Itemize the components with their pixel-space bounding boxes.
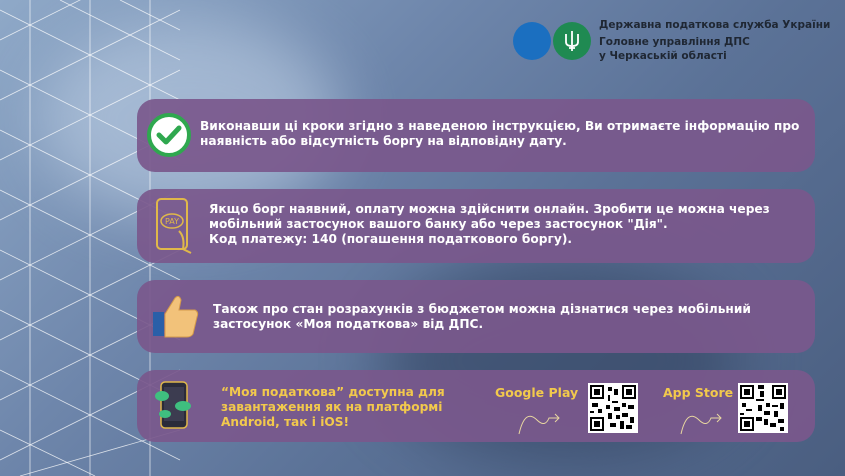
- info-card-instructions: [137, 99, 815, 172]
- organization-name: [599, 18, 830, 63]
- card-2-line-1: Якщо борг наявний, оплату можна здійснити онлайн. Зробити це можна через мобільний застосунок вашого банку або через застосунок "Дія".: [209, 202, 770, 231]
- header: [513, 18, 830, 63]
- card-2-payment-code: Код платежу: 140 (погашення податкового боргу).: [209, 232, 573, 246]
- arrow-doodle-icon: [677, 406, 727, 438]
- info-card-download: [137, 370, 815, 442]
- card-1-text: Виконавши ці кроки згідно з наведеною інструкцією, Ви отримаєте інформацію про наявність або відсутність боргу на відповідну дату.: [200, 119, 800, 148]
- pay-phone-icon: [151, 197, 195, 259]
- dps-logo-blue-circle: [513, 22, 551, 60]
- trident-logo-icon: [553, 22, 591, 60]
- app-store-qr-code[interactable]: [738, 383, 788, 433]
- org-line-1: Державна податкова служба України: [599, 19, 831, 31]
- arrow-doodle-icon: [515, 406, 565, 438]
- card-4-text: “Моя податкова” доступна для завантаження як на платформі Android, так і iOS!: [221, 385, 445, 429]
- info-card-my-tax-app: [137, 280, 815, 353]
- check-circle-icon: [145, 111, 193, 163]
- info-card-payment: [137, 189, 815, 263]
- svg-text:PAY: PAY: [164, 217, 180, 226]
- google-play-qr-code[interactable]: [588, 383, 638, 433]
- org-line-3: у Черкаській області: [599, 50, 727, 62]
- org-line-2: Головне управління ДПС: [599, 36, 750, 48]
- card-2-text: [209, 202, 809, 247]
- card-3-text: Також про стан розрахунків з бюджетом можна дізнатися через мобільний застосунок «Моя податкова» від ДПС.: [213, 302, 751, 331]
- phone-chat-icon: [153, 380, 195, 436]
- thumbs-up-icon: [151, 290, 201, 344]
- app-store-label[interactable]: App Store: [663, 385, 734, 400]
- google-play-label[interactable]: Google Play: [495, 385, 579, 400]
